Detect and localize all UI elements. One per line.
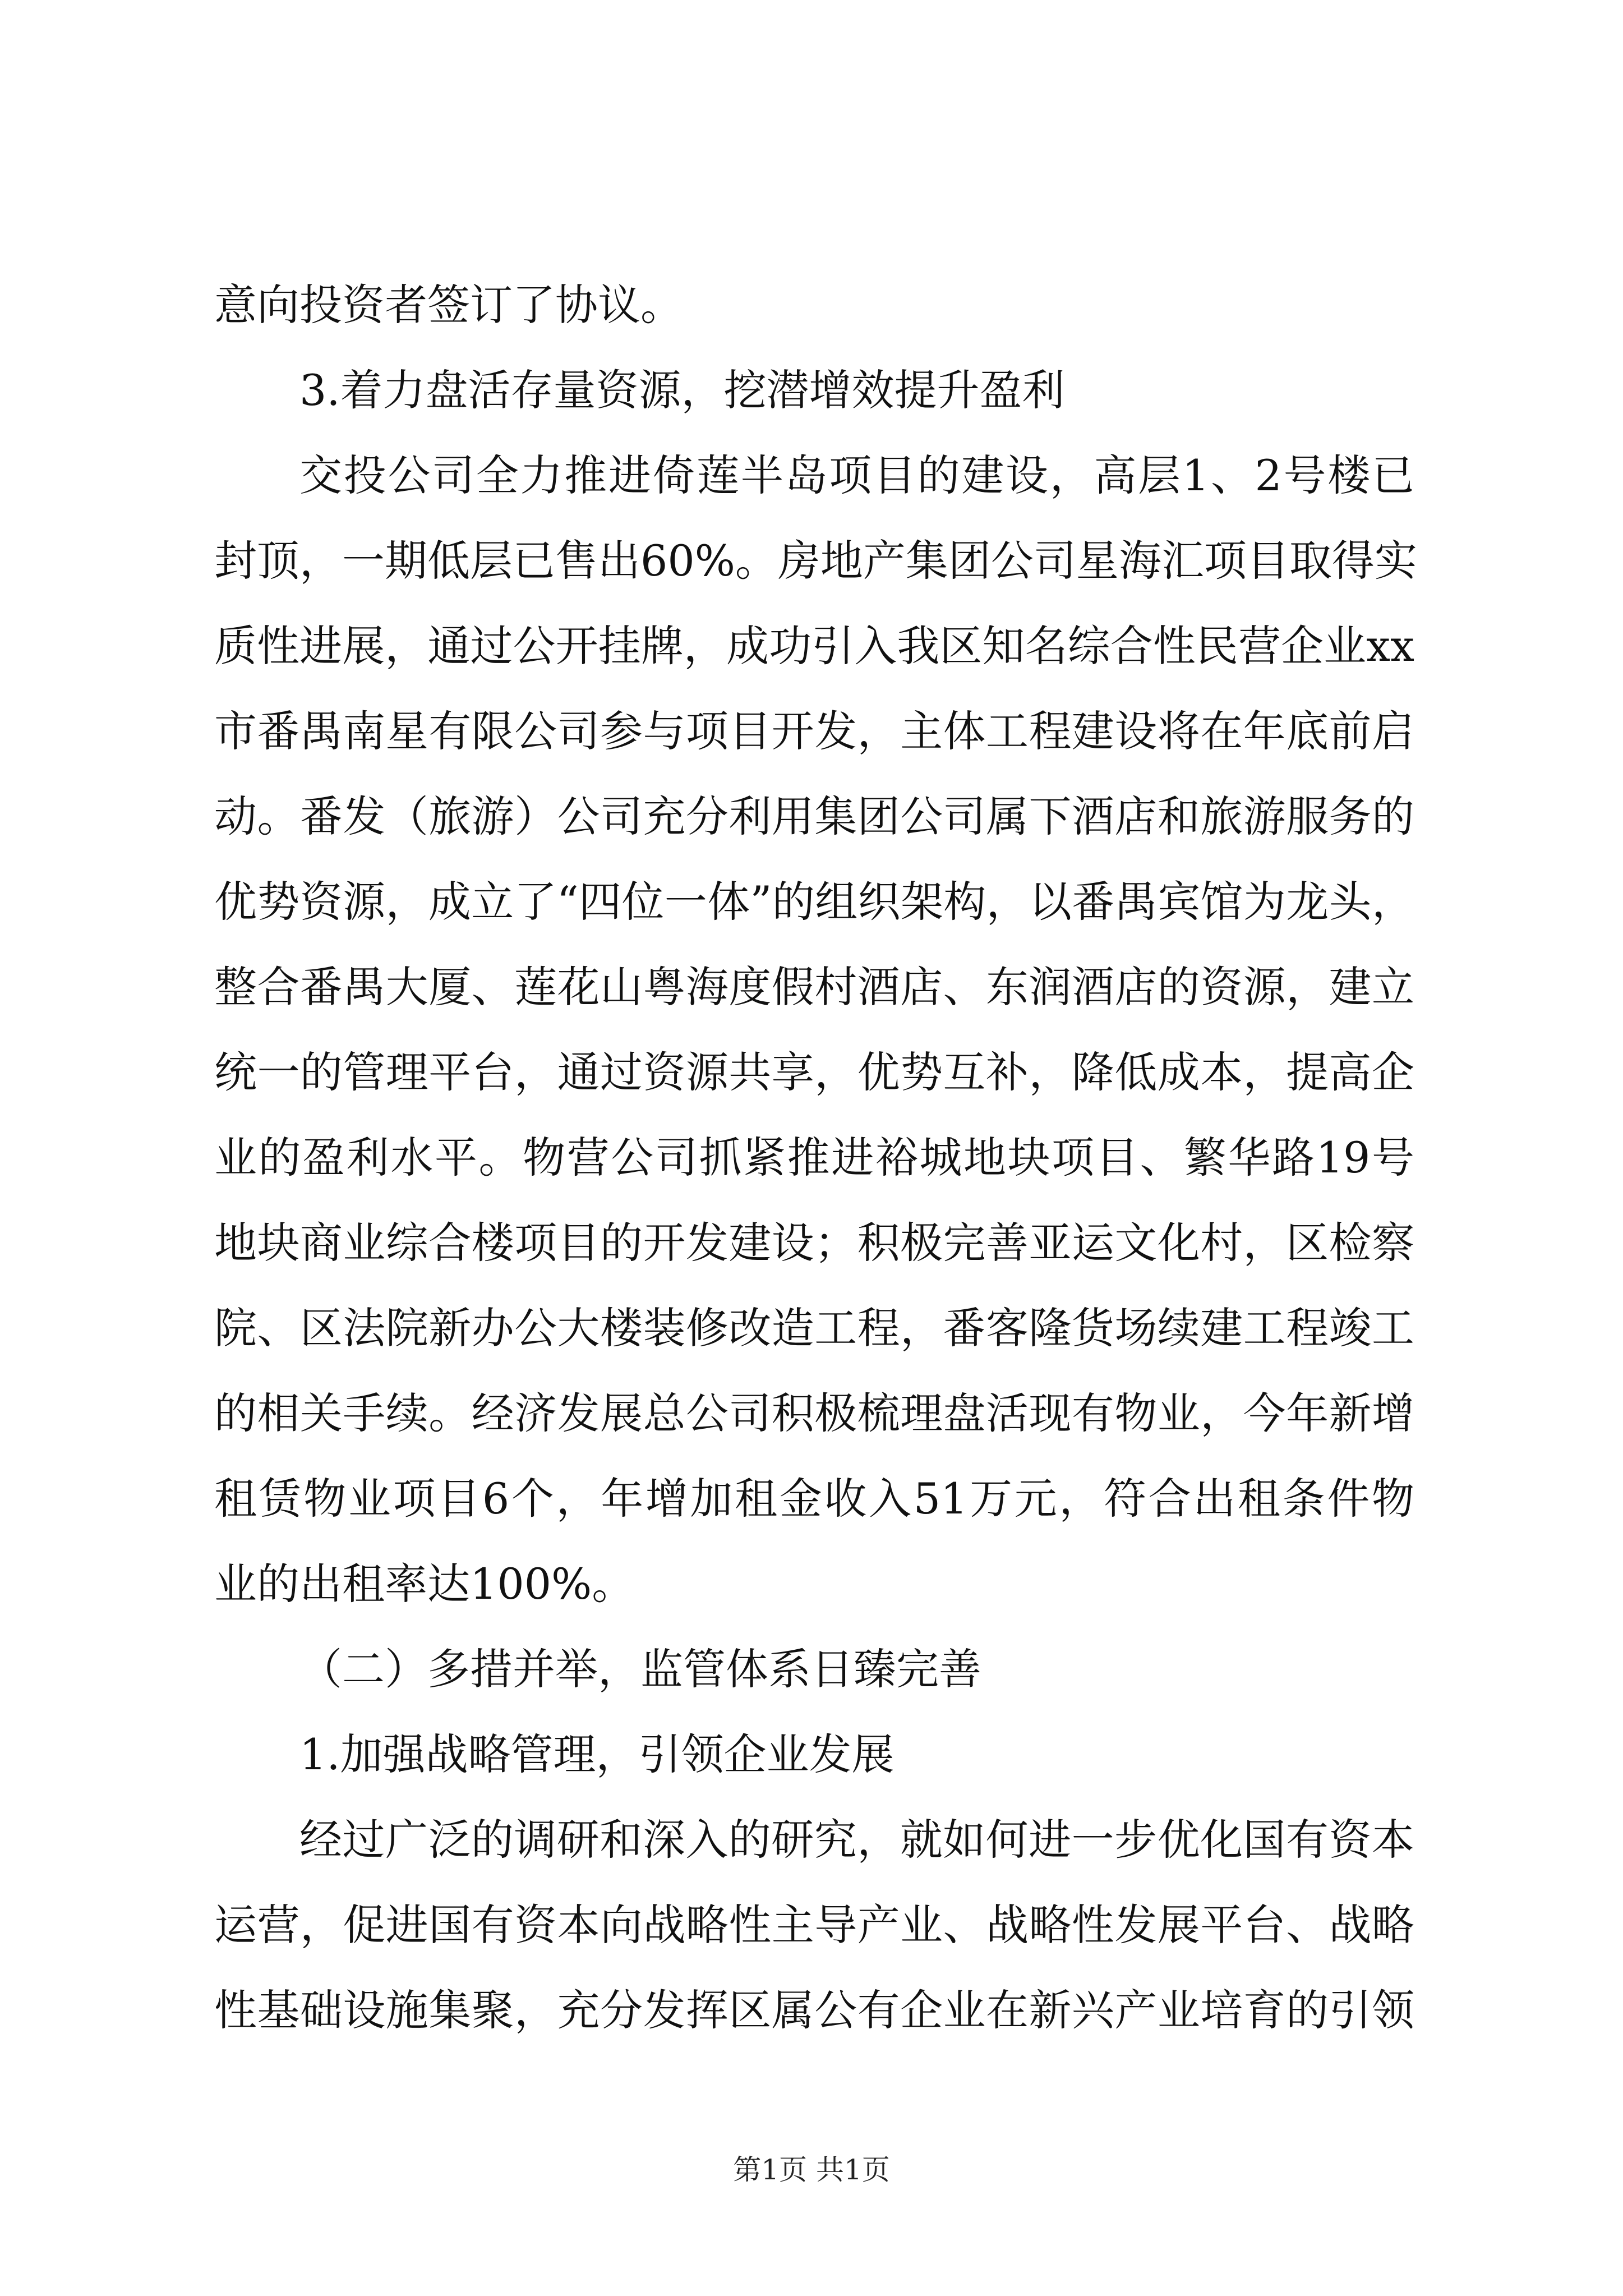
text-line: 整合番禺大厦、莲花山粤海度假村酒店、东润酒店的资源，建立 xyxy=(214,962,1414,1012)
text-line: 统一的管理平台，通过资源共享，优势互补，降低成本，提高企 xyxy=(214,1047,1414,1097)
page-footer: 第1页 共1页 xyxy=(733,2154,890,2186)
text-line: 市番禺南星有限公司参与项目开发，主体工程建设将在年底前启 xyxy=(214,706,1414,756)
body-text xyxy=(214,263,1417,2053)
text-line: 业的出租率达100%。 xyxy=(214,1559,635,1609)
text-line: 运营，促进国有资本向战略性主导产业、战略性发展平台、战略 xyxy=(214,1900,1414,1950)
text-line: 地块商业综合楼项目的开发建设；积极完善亚运文化村，区检察 xyxy=(214,1218,1414,1268)
text-line: 的相关手续。经济发展总公司积极梳理盘活现有物业，今年新增 xyxy=(214,1388,1414,1438)
section-heading: （二）多措并举，监管体系日臻完善 xyxy=(299,1644,981,1694)
text-line: 意向投资者签订了协议。 xyxy=(214,280,683,330)
text-line: 动。番发（旅游）公司充分利用集团公司属下酒店和旅游服务的 xyxy=(214,792,1414,841)
subheading-line: 1.加强战略管理，引领企业发展 xyxy=(299,1729,895,1779)
text-line: 经过广泛的调研和深入的研究，就如何进一步优化国有资本 xyxy=(299,1815,1414,1865)
text-line: 交投公司全力推进倚莲半岛项目的建设，高层1、2号楼已 xyxy=(299,450,1414,500)
subheading-line: 3.着力盘活存量资源，挖潜增效提升盈利 xyxy=(299,365,1065,415)
text-line: 封顶，一期低层已售出60%。房地产集团公司星海汇项目取得实 xyxy=(214,536,1417,586)
text-line: 性基础设施集聚，充分发挥区属公有企业在新兴产业培育的引领 xyxy=(214,1985,1414,2035)
text-line: 业的盈利水平。物营公司抓紧推进裕城地块项目、繁华路19号 xyxy=(214,1133,1414,1182)
text-line: 院、区法院新办公大楼装修改造工程，番客隆货场续建工程竣工 xyxy=(214,1303,1414,1353)
text-line: 优势资源，成立了“四位一体”的组织架构，以番禺宾馆为龙头， xyxy=(214,877,1414,927)
text-line: 质性进展，通过公开挂牌，成功引入我区知名综合性民营企业xx xyxy=(214,621,1414,671)
text-line: 租赁物业项目6个，年增加租金收入51万元，符合出租条件物 xyxy=(214,1474,1414,1524)
